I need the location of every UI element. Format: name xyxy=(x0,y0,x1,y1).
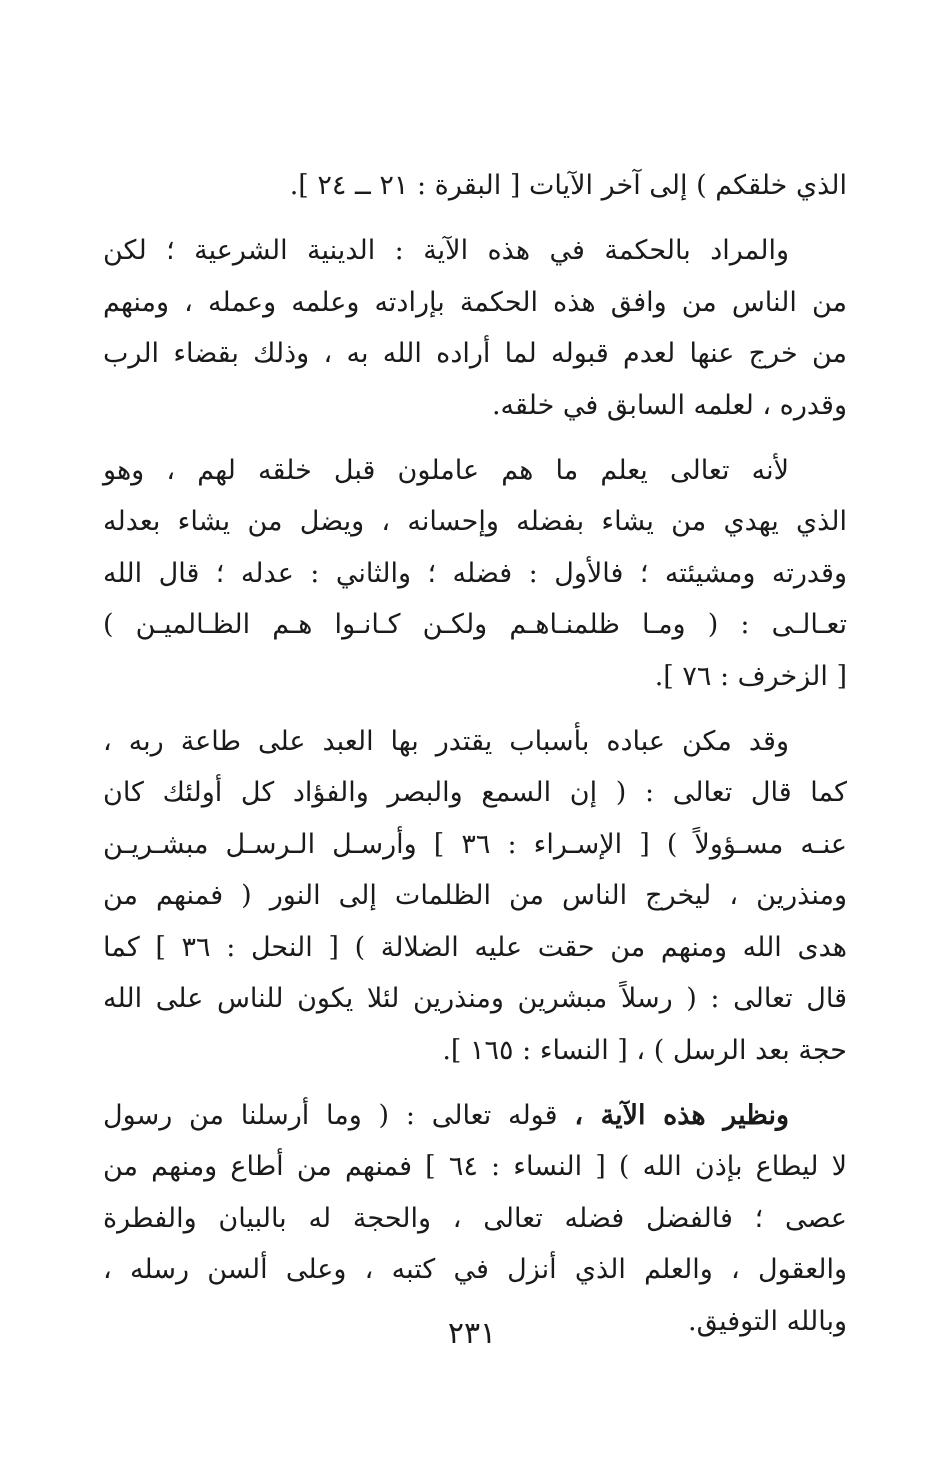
text-line: وقدره ، لعلمه السابق في خلقه. xyxy=(491,389,847,421)
text-line: وبالله التوفيق. xyxy=(688,1305,847,1337)
text-line: لا ليطاع بإذن الله ) [ النساء : ٦٤ ] فمنهم من أطاع ومنهم من xyxy=(103,1151,848,1183)
paragraph xyxy=(103,445,847,702)
text-line: هدى الله ومنهم من حقت عليه الضلالة ) [ النحل : ٣٦ ] كما xyxy=(103,931,847,963)
text-line: عصى ؛ فالفضل فضله تعالى ، والحجة له بالبيان والفطرة xyxy=(103,1202,847,1234)
text-line: والعقول ، والعلم الذي أنزل في كتبه ، وعلى ألسن رسله ، xyxy=(103,1254,847,1286)
text-line: قال تعالى : ( رسلاً مبشرين ومنذرين لئلا يكون للناس على الله xyxy=(103,983,847,1015)
text-line: [ الزخرف : ٧٦ ]. xyxy=(654,660,847,692)
paragraph xyxy=(103,225,847,431)
text-line: الذي يهدي من يشاء بفضله وإحسانه ، ويضل من يشاء بعدله xyxy=(103,506,847,538)
text-line: وقدرته ومشيئته ؛ فالأول : فضله ؛ والثاني : عدله ؛ قال الله xyxy=(103,557,847,589)
text-line: عنـه مسـؤولاً ) [ الإسـراء : ٣٦ ] وأرسـل الـرسـل مبشـريـن xyxy=(103,828,847,860)
line-text: قوله تعالى : ( وما أرسلنا من رسول xyxy=(103,1099,575,1131)
text-line: لأنه تعالى يعلم ما هم عاملون قبل خلقه لهم ، وهو xyxy=(103,455,789,487)
bold-lead-text: ونظير هذه الآية ، xyxy=(574,1099,790,1131)
paragraph xyxy=(103,160,847,211)
text-line xyxy=(103,1090,847,1141)
text-line: من خرج عنها لعدم قبوله لما أراده الله به ، وذلك بقضاء الرب xyxy=(103,338,847,370)
text-line: وقد مكن عباده بأسباب يقتدر بها العبد على طاعة ربه ، xyxy=(103,726,789,758)
text-line: تعـالـى : ( ومـا ظلمنـاهـم ولكـن كـانـوا هـم الظـالميـن ) xyxy=(103,609,847,641)
text-line: والمراد بالحكمة في هذه الآية : الدينية الشرعية ؛ لكن xyxy=(103,235,789,267)
paragraph xyxy=(103,716,847,1076)
page-number: ٢٣١ xyxy=(447,1316,497,1351)
text-line: ومنذرين ، ليخرج الناس من الظلمات إلى النور ( فمنهم من xyxy=(103,880,847,912)
text-line: حجة بعد الرسل ) ، [ النساء : ١٦٥ ]. xyxy=(442,1034,847,1066)
text-line: الذي خلقكم ) إلى آخر الآيات [ البقرة : ٢١ ــ ٢٤ ]. xyxy=(289,170,847,201)
paragraph xyxy=(103,1090,847,1347)
text-line: كما قال تعالى : ( إن السمع والبصر والفؤاد كل أولئك كان xyxy=(103,777,847,809)
body-text xyxy=(103,160,847,1361)
text-line: من الناس من وافق هذه الحكمة بإرادته وعلمه وعمله ، ومنهم xyxy=(103,286,847,318)
